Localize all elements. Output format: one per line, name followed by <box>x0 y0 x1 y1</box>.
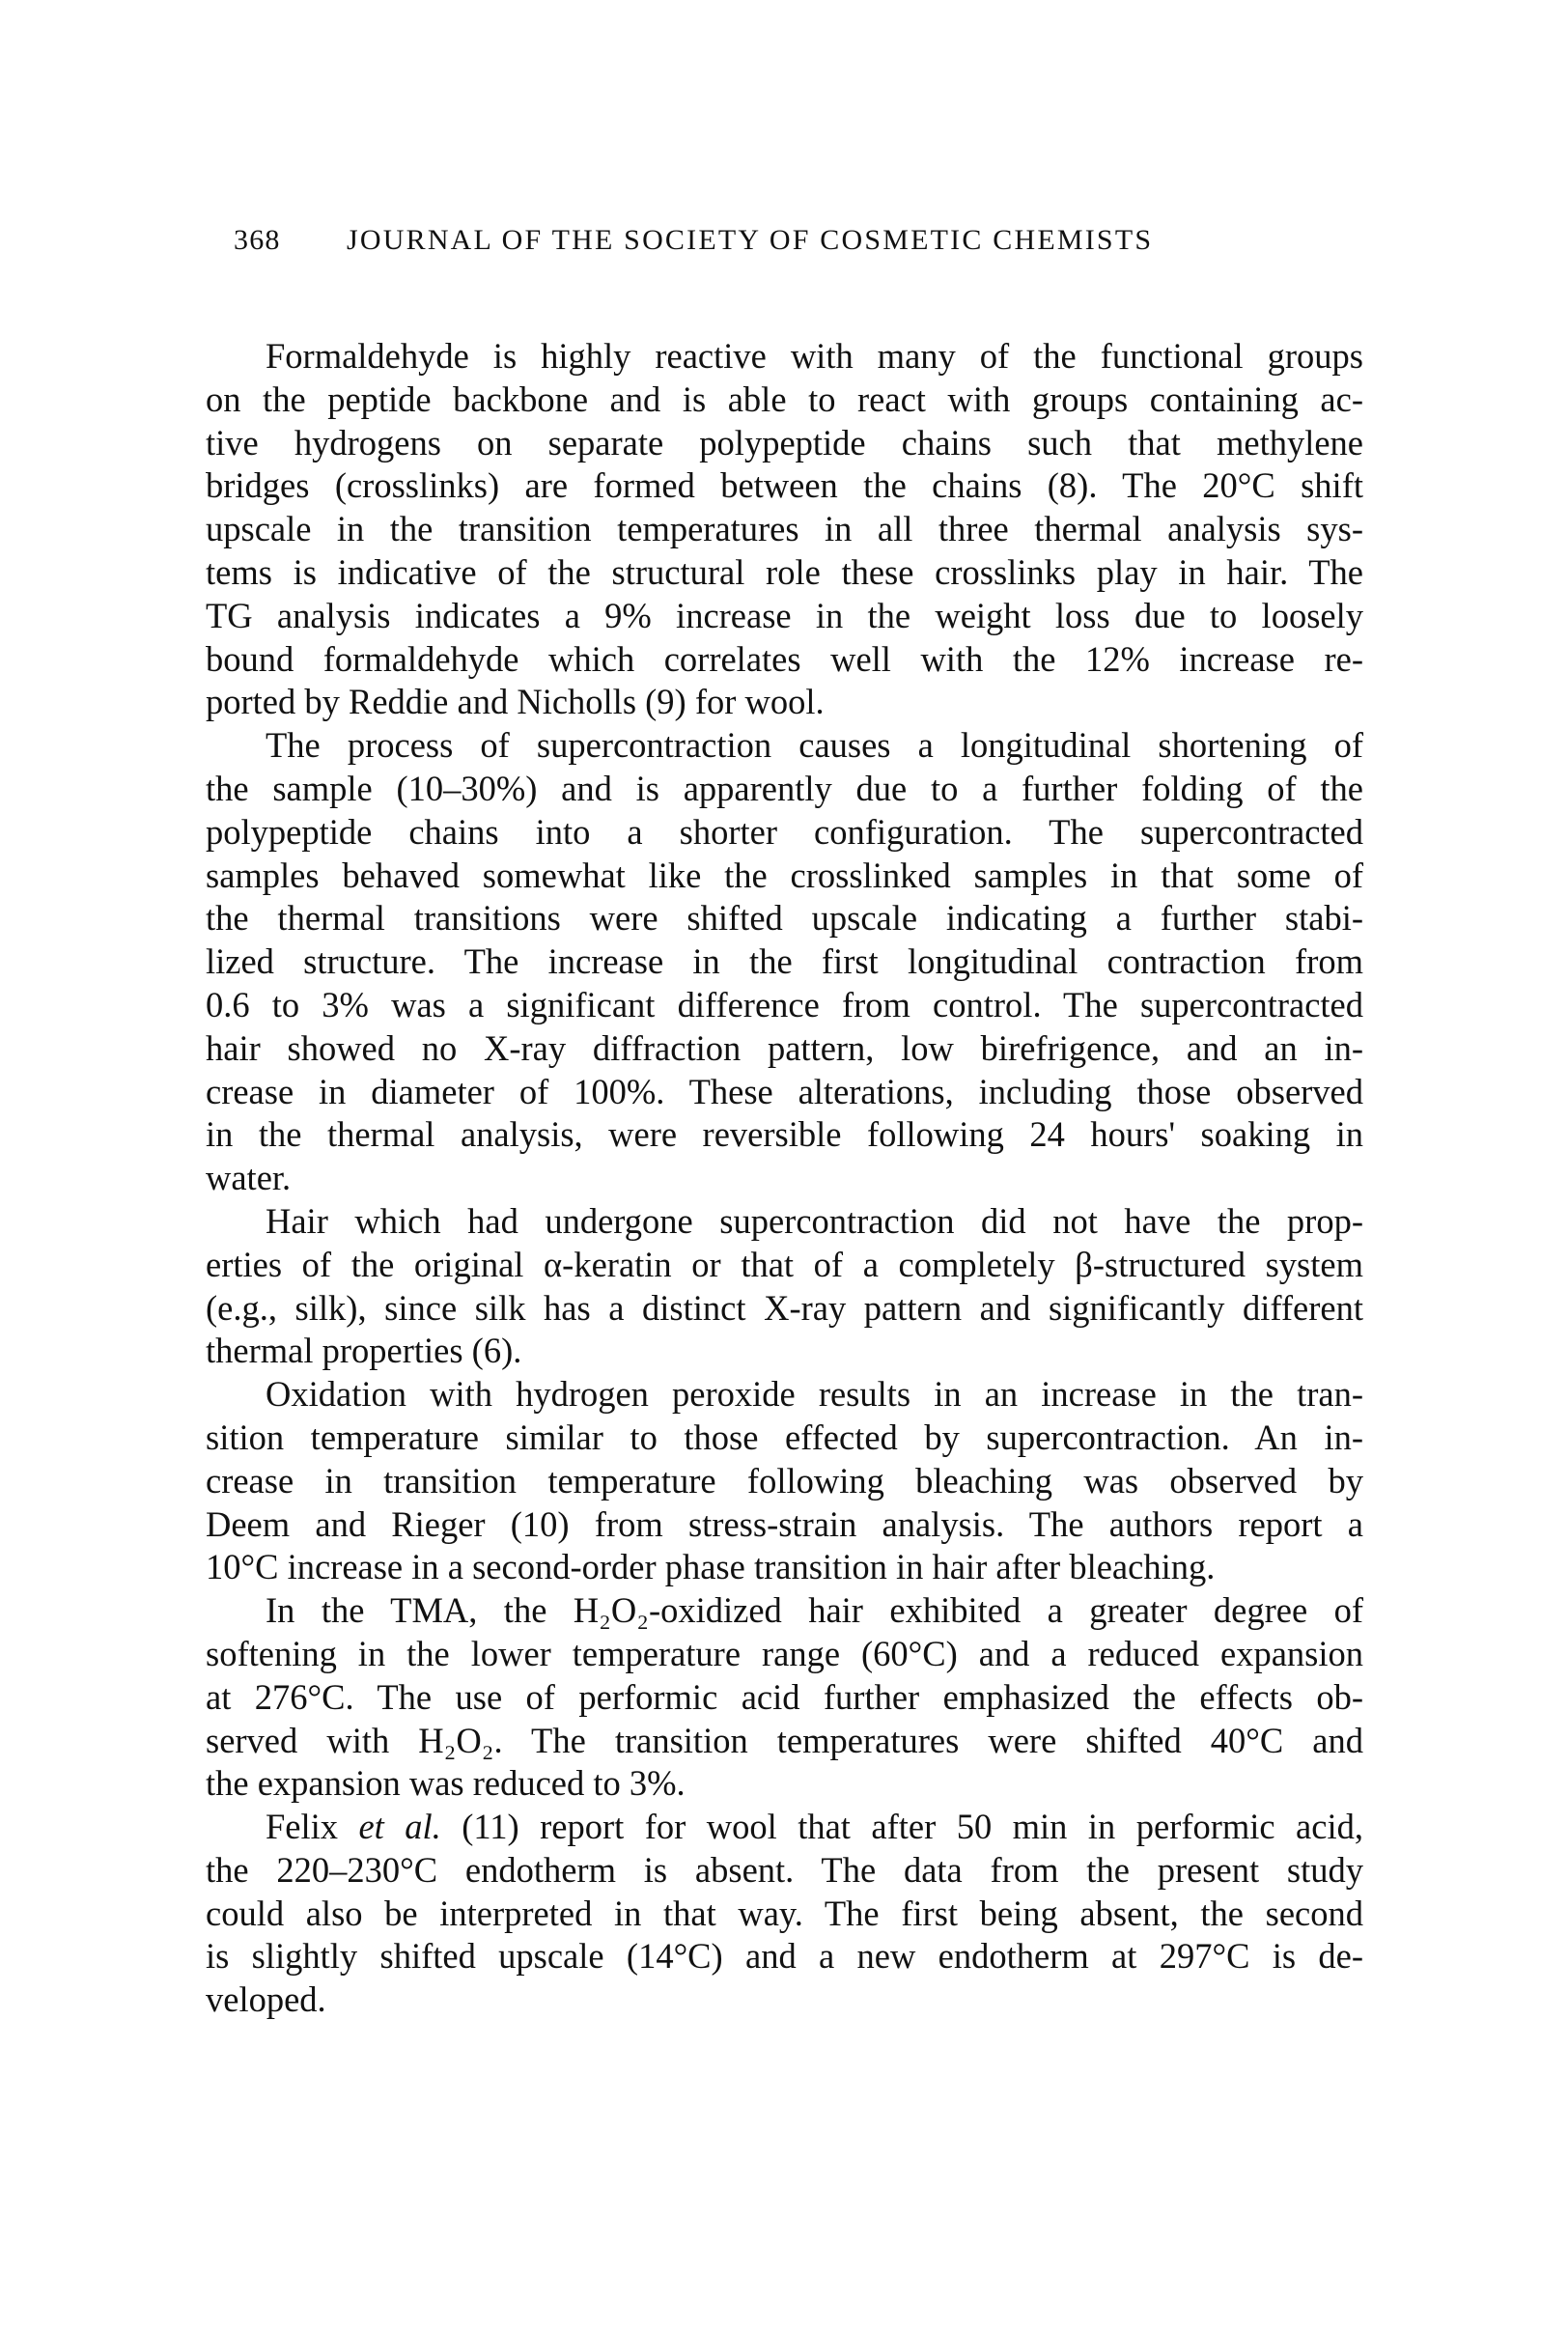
text-segment: (11) report for wool that after 50 min in performic acid, <box>440 1807 1363 1847</box>
text-line: sition temperature similar to those effected by supercontraction. An in- <box>206 1417 1363 1457</box>
text-line: ported by Reddie and Nicholls (9) for wool. <box>206 682 825 722</box>
text-line: at 276°C. The use of performic acid further emphasized the effects ob- <box>206 1676 1363 1717</box>
text-line: crease in transition temperature following bleaching was observed by <box>206 1460 1363 1501</box>
text-line: crease in diameter of 100%. These alterations, including those observed <box>206 1071 1363 1111</box>
text-line: Hair which had undergone supercontraction did not have the prop- <box>266 1200 1363 1241</box>
text-line: the expansion was reduced to 3%. <box>206 1763 686 1804</box>
text-line: the 220–230°C endotherm is absent. The data from the present study <box>206 1849 1363 1890</box>
text-line: could also be interpreted in that way. The first being absent, the second <box>206 1893 1363 1933</box>
text-line: TG analysis indicates a 9% increase in the weight loss due to loosely <box>206 595 1363 635</box>
paragraph <box>206 335 1363 724</box>
text-line: 0.6 to 3% was a significant difference from control. The supercontracted <box>206 984 1363 1024</box>
text-line: Oxidation with hydrogen peroxide results in an increase in the tran- <box>266 1374 1363 1415</box>
journal-title: JOURNAL OF THE SOCIETY OF COSMETIC CHEMISTS <box>347 224 1154 256</box>
text-line: The process of supercontraction causes a longitudinal shortening of <box>266 725 1363 766</box>
text-line: 10°C increase in a second-order phase transition in hair after bleaching. <box>206 1547 1216 1587</box>
text-line: served with H₂O₂. The transition temperatures were shifted 40°C and <box>206 1720 1363 1760</box>
text-line: samples behaved somewhat like the crosslinked samples in that some of <box>206 855 1363 895</box>
text-line: water. <box>206 1158 292 1198</box>
text-line: bridges (crosslinks) are formed between the chains (8). The 20°C shift <box>206 465 1363 506</box>
text-line: thermal properties (6). <box>206 1331 522 1371</box>
text-line: on the peptide backbone and is able to react with groups containing ac- <box>206 379 1363 419</box>
paragraph <box>206 724 1363 1200</box>
text-line: erties of the original α-keratin or that of a completely β-structured system <box>206 1244 1363 1284</box>
text-line: veloped. <box>206 1979 326 2020</box>
text-line: bound formaldehyde which correlates well with the 12% increase re- <box>206 638 1363 679</box>
text-line: Formaldehyde is highly reactive with many of the functional groups <box>266 336 1363 376</box>
paragraph <box>206 1373 1363 1589</box>
text-line: is slightly shifted upscale (14°C) and a new endotherm at 297°C is de- <box>206 1936 1363 1977</box>
running-header <box>234 224 1373 267</box>
text-line: (e.g., silk), since silk has a distinct X-ray pattern and significantly different <box>206 1287 1363 1328</box>
italic-text: et al. <box>358 1807 441 1847</box>
text-line: the thermal transitions were shifted upscale indicating a further stabi- <box>206 898 1363 939</box>
text-line: polypeptide chains into a shorter configuration. The supercontracted <box>206 811 1363 852</box>
text-segment: Felix <box>266 1807 359 1847</box>
text-line: hair showed no X-ray diffraction pattern, low birefrigence, and an in- <box>206 1027 1363 1068</box>
paragraph <box>206 1806 1363 2022</box>
article-body <box>206 335 1363 2022</box>
paragraph <box>206 1589 1363 1806</box>
text-line: lized structure. The increase in the first longitudinal contraction from <box>206 941 1363 982</box>
text-line: softening in the lower temperature range (60°C) and a reduced expansion <box>206 1633 1363 1673</box>
paragraph <box>206 1200 1363 1373</box>
text-line: the sample (10–30%) and is apparently due to a further folding of the <box>206 768 1363 808</box>
page-number: 368 <box>234 224 281 256</box>
text-line: In the TMA, the H₂O₂-oxidized hair exhibited a greater degree of <box>266 1590 1363 1631</box>
text-line <box>206 1806 1363 1849</box>
text-line: in the thermal analysis, were reversible following 24 hours' soaking in <box>206 1114 1363 1155</box>
text-line: tems is indicative of the structural role these crosslinks play in hair. The <box>206 551 1363 592</box>
text-line: Deem and Rieger (10) from stress-strain analysis. The authors report a <box>206 1503 1363 1544</box>
text-line: tive hydrogens on separate polypeptide chains such that methylene <box>206 422 1363 463</box>
text-line: upscale in the transition temperatures in all three thermal analysis sys- <box>206 509 1363 549</box>
